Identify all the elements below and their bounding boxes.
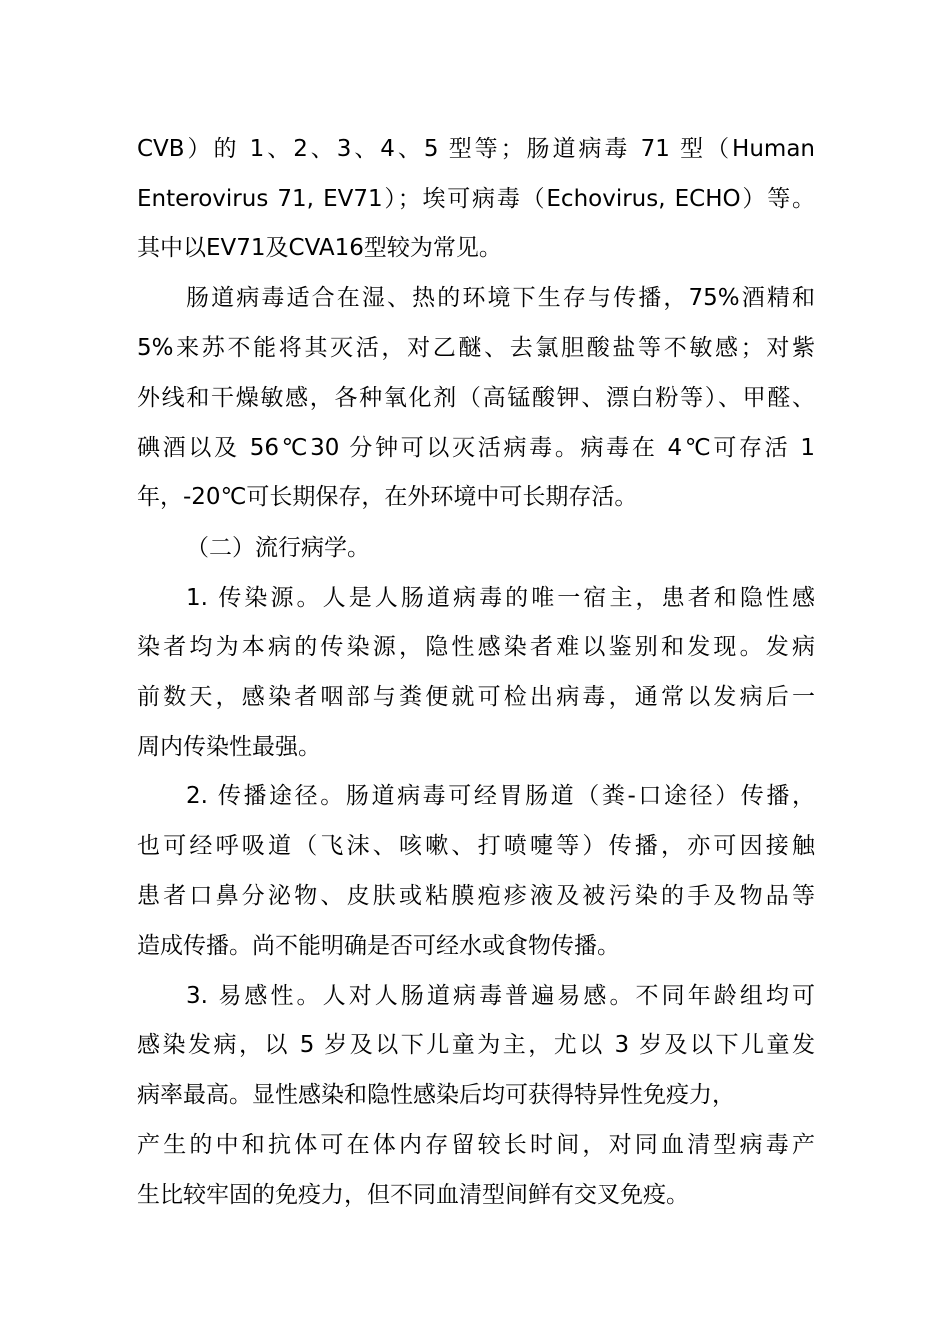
paragraph-line: 也可经呼吸道（飞沫、咳嗽、打喷嚏等）传播，亦可因接触 [137,833,815,859]
paragraph-line: Enterovirus 71, EV71）；埃可病毒（Echovirus, ECHO）等。 [137,186,815,212]
paragraph-line: 5%来苏不能将其灭活，对乙醚、去氯胆酸盐等不敏感；对紫 [137,335,815,361]
paragraph-line: 病率最高。显性感染和隐性感染后均可获得特异性免疫力， [137,1082,735,1108]
paragraph-line: 产生的中和抗体可在体内存留较长时间，对同血清型病毒产 [137,1132,815,1158]
paragraph-line: 3. 易感性。人对人肠道病毒普遍易感。不同年龄组均可 [186,983,815,1009]
paragraph-line: 感染发病，以 5 岁及以下儿童为主，尤以 3 岁及以下儿童发 [137,1032,815,1058]
paragraph-line: 染者均为本病的传染源，隐性感染者难以鉴别和发现。发病 [137,634,815,660]
section-heading: （二）流行病学。 [186,535,370,561]
paragraph-line: 前数天，感染者咽部与粪便就可检出病毒，通常以发病后一 [137,684,815,710]
paragraph-line: 1. 传染源。人是人肠道病毒的唯一宿主，患者和隐性感 [186,585,815,611]
paragraph-line: 其中以EV71及CVA16型较为常见。 [137,235,502,261]
paragraph-line: 肠道病毒适合在湿、热的环境下生存与传播，75%酒精和 [186,285,815,311]
paragraph-line: 患者口鼻分泌物、皮肤或粘膜疱疹液及被污染的手及物品等 [137,883,815,909]
paragraph-line: 造成传播。尚不能明确是否可经水或食物传播。 [137,933,620,959]
paragraph-line: 生比较牢固的免疫力，但不同血清型间鲜有交叉免疫。 [137,1182,689,1208]
paragraph-line: 2. 传播途径。肠道病毒可经胃肠道（粪-口途径）传播， [186,783,815,809]
paragraph-line: 年，-20℃可长期保存，在外环境中可长期存活。 [137,484,638,510]
paragraph-line: 周内传染性最强。 [137,734,321,760]
paragraph-line: 碘酒以及 56℃30 分钟可以灭活病毒。病毒在 4℃可存活 1 [137,435,815,461]
paragraph-line: CVB）的 1、2、3、4、5 型等；肠道病毒 71 型（Human [137,136,815,162]
paragraph-line: 外线和干燥敏感，各种氧化剂（高锰酸钾、漂白粉等）、甲醛、 [137,385,815,411]
